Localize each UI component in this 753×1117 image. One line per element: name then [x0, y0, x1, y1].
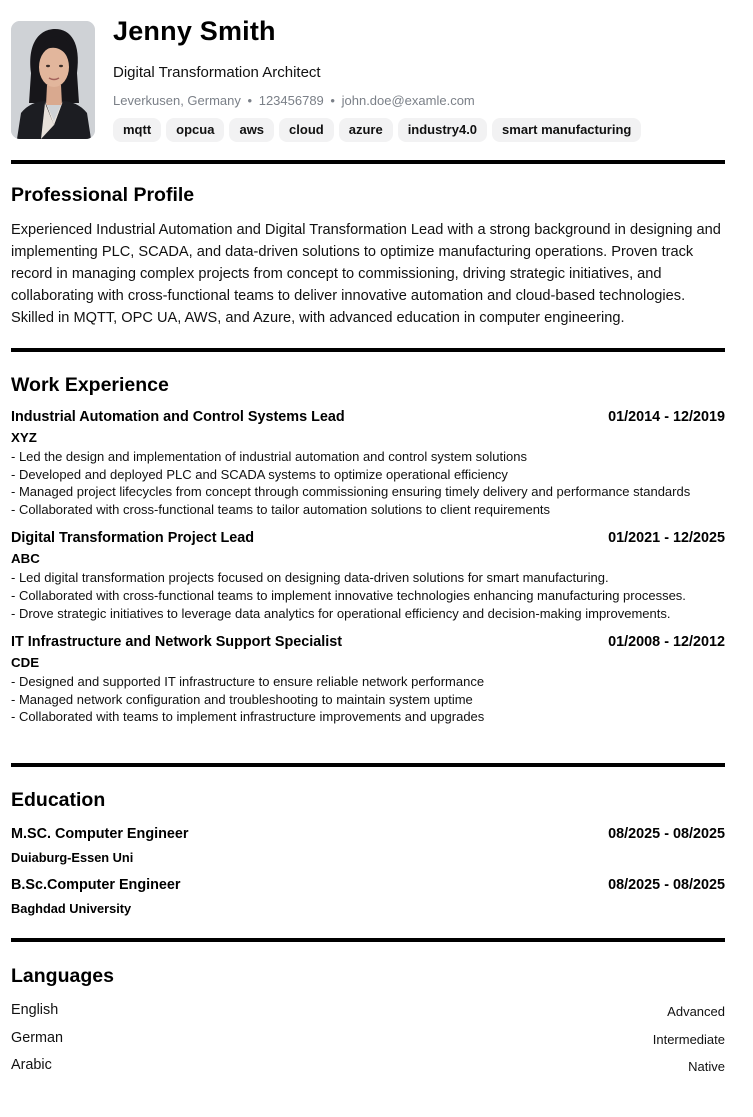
education-dates: 08/2025 - 08/2025	[608, 877, 725, 893]
skill-tag: mqtt	[113, 118, 161, 142]
contact-email[interactable]: john.doe@examle.com	[341, 93, 475, 108]
job-entry	[11, 530, 725, 622]
job-bullets	[11, 673, 725, 726]
job-dates: 01/2008 - 12/2012	[608, 634, 725, 651]
section-heading: Education	[11, 789, 106, 811]
language-level: Intermediate	[652, 1031, 725, 1047]
job-company: XYZ	[11, 430, 37, 445]
education-degree: M.SC. Computer Engineer	[11, 826, 189, 842]
resume-header	[11, 0, 725, 160]
education-school: Baghdad University	[11, 901, 132, 916]
skill-tag: opcua	[166, 118, 224, 142]
job-bullet: - Led digital transformation projects focused on designing data-driven solutions for smart manufacturing.	[11, 570, 609, 586]
skill-tag: cloud	[279, 118, 334, 142]
job-title: Industrial Automation and Control Systems Lead	[11, 409, 345, 425]
section-heading: Work Experience	[11, 374, 169, 396]
language-level: Advanced	[667, 1004, 725, 1019]
job-dates: 01/2014 - 12/2019	[608, 409, 725, 425]
language-row	[11, 1030, 725, 1058]
language-name: Arabic	[11, 1057, 52, 1073]
portrait-icon	[11, 21, 95, 139]
contact-line	[113, 93, 475, 108]
job-bullet: - Managed project lifecycles from concept through commissioning ensuring timely delivery and performance standards	[11, 484, 691, 500]
profile-section	[11, 164, 725, 348]
job-bullet: - Collaborated with teams to implement infrastructure improvements and upgrades	[11, 709, 485, 725]
skill-tags	[113, 118, 641, 142]
job-bullet: - Developed and deployed PLC and SCADA systems to optimize operational efficiency	[11, 466, 508, 482]
contact-separator: •	[247, 93, 253, 108]
job-bullet: - Designed and supported IT infrastructure to ensure reliable network performance	[11, 674, 485, 690]
job-title: Digital Transformation Project Lead	[11, 530, 255, 547]
skill-tag: aws	[229, 118, 274, 142]
job-bullet: - Collaborated with cross-functional teams to implement innovative technologies enhancing manufacturing processes.	[11, 587, 686, 603]
job-company: ABC	[11, 551, 40, 567]
skill-tag: smart manufacturing	[492, 118, 641, 142]
job-bullet: - Managed network configuration and troubleshooting to maintain system uptime	[11, 691, 473, 707]
job-bullet: - Collaborated with cross-functional teams to tailor automation solutions to client requirements	[11, 501, 551, 517]
profile-summary: Experienced Industrial Automation and Digital Transformation Lead with a strong background in designing and implementing PLC, SCADA, and data-driven solutions to optimize manufacturing operations. Proven track record in managing complex projects from concept to commissioning, driving strategic initiatives, and collaborating with cross-functional teams to deliver innovative automation and cloud-based technologies. Skilled in MQTT, OPC UA, AWS, and Azure, with advanced education in computer engineering.	[11, 222, 721, 326]
resume-page	[11, 0, 725, 1085]
language-name: German	[11, 1029, 63, 1046]
section-heading: Professional Profile	[11, 184, 195, 206]
candidate-name: Jenny Smith	[113, 16, 276, 46]
job-title: IT Infrastructure and Network Support Specialist	[11, 634, 343, 651]
language-row	[11, 1002, 725, 1030]
education-entry	[11, 877, 725, 916]
education-dates: 08/2025 - 08/2025	[608, 826, 725, 842]
education-section	[11, 767, 725, 938]
languages-section	[11, 942, 725, 1085]
job-dates: 01/2021 - 12/2025	[608, 530, 725, 547]
contact-separator: •	[330, 93, 335, 108]
skill-tag: azure	[339, 118, 393, 142]
contact-location: Leverkusen, Germany	[113, 93, 241, 108]
language-name: English	[11, 1002, 59, 1018]
work-experience-section	[11, 352, 725, 763]
language-level: Native	[688, 1059, 725, 1074]
job-bullets	[11, 569, 725, 622]
job-entry	[11, 634, 725, 726]
job-bullets	[11, 448, 725, 518]
job-entry	[11, 409, 725, 518]
education-school: Duiaburg-Essen Uni	[11, 850, 134, 865]
education-entry	[11, 826, 725, 865]
language-list	[11, 1002, 725, 1085]
contact-phone: 123456789	[258, 93, 324, 108]
education-degree: B.Sc.Computer Engineer	[11, 877, 181, 893]
candidate-title: Digital Transformation Architect	[113, 64, 321, 81]
profile-photo	[11, 21, 95, 139]
job-company: CDE	[11, 655, 40, 671]
section-heading: Languages	[11, 965, 114, 987]
job-bullet: - Led the design and implementation of industrial automation and control system solutions	[11, 449, 527, 464]
skill-tag: industry4.0	[398, 118, 487, 142]
job-bullet: - Drove strategic initiatives to leverage data analytics for operational efficiency and decision-making improvements.	[11, 605, 671, 621]
language-row	[11, 1057, 725, 1085]
